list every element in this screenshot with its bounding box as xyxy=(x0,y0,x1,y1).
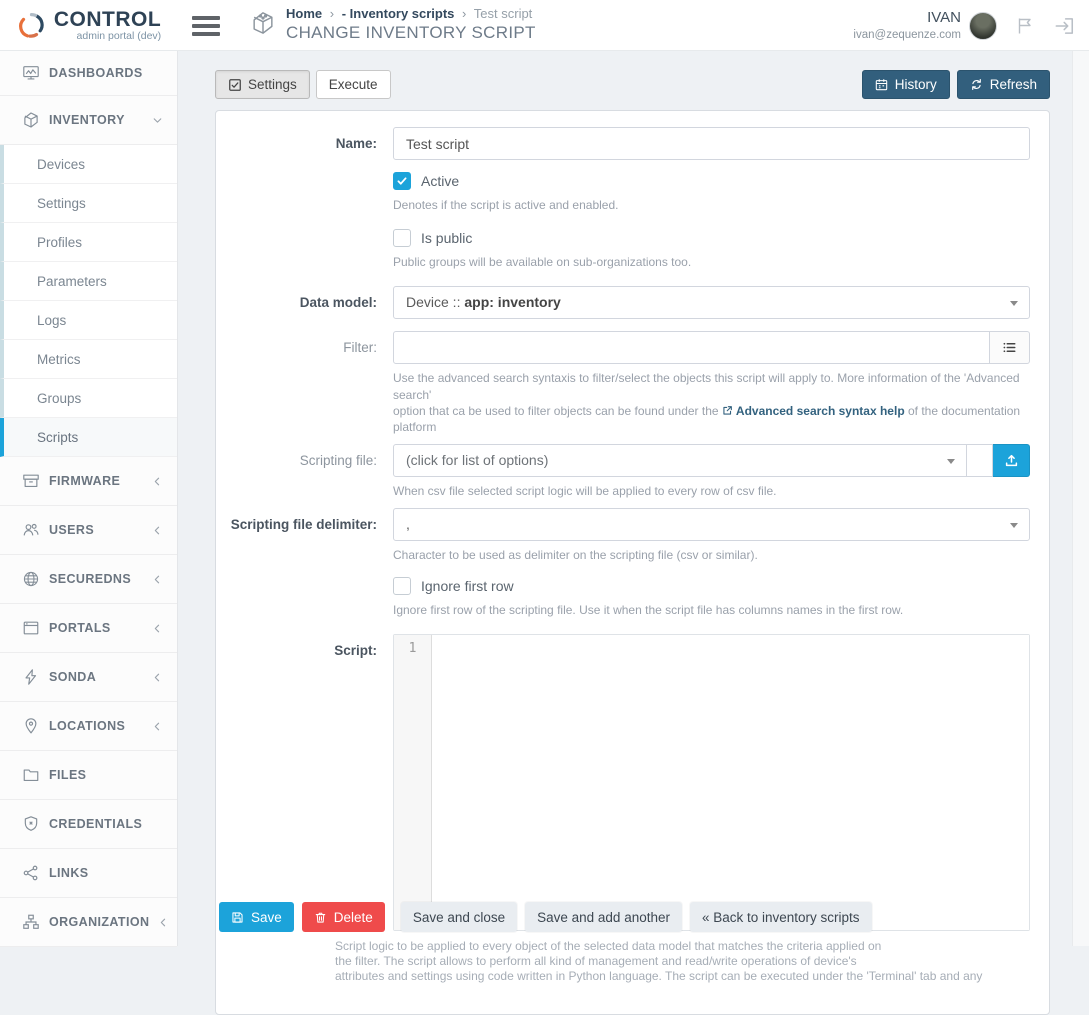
share-nodes-icon xyxy=(22,864,40,882)
back-to-inventory-scripts-label: « Back to inventory scripts xyxy=(701,909,860,925)
sidebar-label: DASHBOARDS xyxy=(49,66,143,80)
sidebar-item-files[interactable] xyxy=(0,751,177,800)
sidebar-item-settings[interactable] xyxy=(0,184,177,223)
sidebar-label: ORGANIZATION xyxy=(49,915,150,929)
save-and-add-another-button[interactable] xyxy=(525,902,682,932)
scripting-file-label: Scripting file: xyxy=(299,453,377,469)
sidebar-item-scripts[interactable] xyxy=(0,418,177,457)
sidebar-label: INVENTORY xyxy=(49,113,125,127)
delimiter-help-text: Character to be used as delimiter on the scripting file (csv or similar). xyxy=(393,548,758,563)
ignore-first-row-label: Ignore first row xyxy=(421,577,514,594)
brand-subtitle: admin portal (dev) xyxy=(76,30,162,43)
sidebar-item-groups[interactable] xyxy=(0,379,177,418)
chevron-left-icon xyxy=(152,623,163,634)
main-content xyxy=(178,51,1072,984)
filter-help-line2-after: of the documentation platform xyxy=(393,403,1021,434)
sidebar-item-securedns[interactable] xyxy=(0,555,177,604)
is-public-checkbox-label: Is public xyxy=(421,230,473,247)
script-label: Script: xyxy=(334,642,377,658)
delimiter-select[interactable] xyxy=(393,508,1030,541)
ignore-first-row-checkbox-row[interactable] xyxy=(393,577,1030,595)
sidebar-sublabel: Settings xyxy=(37,195,86,211)
chevron-left-icon xyxy=(152,574,163,585)
sidebar-item-dashboards[interactable] xyxy=(0,51,177,96)
caret-down-icon xyxy=(1010,523,1018,528)
refresh-icon xyxy=(970,78,983,91)
data-model-label: Data model: xyxy=(299,295,377,311)
sidebar-item-logs[interactable] xyxy=(0,301,177,340)
page-title: CHANGE INVENTORY SCRIPT xyxy=(286,23,536,42)
sidebar-sublabel: Metrics xyxy=(37,351,81,367)
delimiter-label: Scripting file delimiter: xyxy=(230,517,377,533)
editor-code-area[interactable] xyxy=(432,635,1029,930)
ignore-first-row-checkbox[interactable] xyxy=(393,577,411,595)
advanced-search-help-link[interactable] xyxy=(722,404,905,418)
globe-icon xyxy=(22,570,40,588)
save-and-add-another-label: Save and add another xyxy=(537,909,670,925)
users-icon xyxy=(22,521,40,539)
sidebar xyxy=(0,51,178,946)
tab-settings[interactable] xyxy=(215,70,310,99)
folder-icon xyxy=(22,766,40,784)
sidebar-label: SECUREDNS xyxy=(49,572,132,586)
save-and-close-button[interactable] xyxy=(401,902,517,932)
user-email: ivan@zequenze.com xyxy=(853,28,961,41)
tab-execute[interactable] xyxy=(316,70,391,99)
active-help-text: Denotes if the script is active and enabled. xyxy=(393,198,619,212)
firmware-archive-icon xyxy=(22,472,40,490)
refresh-button-label: Refresh xyxy=(989,77,1037,92)
scripting-file-upload-button[interactable] xyxy=(993,444,1030,477)
script-editor[interactable] xyxy=(393,634,1030,931)
sidebar-sublabel: Devices xyxy=(37,156,86,172)
scripting-file-clear-button[interactable] xyxy=(967,444,993,477)
sidebar-item-organization[interactable] xyxy=(0,898,177,947)
sidebar-label: FILES xyxy=(49,768,87,782)
filter-help-text xyxy=(393,370,1030,435)
sidebar-item-portals[interactable] xyxy=(0,604,177,653)
is-public-checkbox-row[interactable] xyxy=(393,229,1030,247)
brand-swirl-icon xyxy=(17,11,47,41)
back-to-inventory-scripts-button[interactable] xyxy=(690,902,872,932)
lightning-bolt-icon xyxy=(22,668,40,686)
upload-icon xyxy=(1004,453,1019,468)
sitemap-icon xyxy=(22,913,40,931)
sidebar-item-firmware[interactable] xyxy=(0,457,177,506)
avatar[interactable] xyxy=(969,12,997,40)
save-and-close-label: Save and close xyxy=(412,909,506,925)
brand-logo[interactable] xyxy=(0,0,178,51)
active-checkbox-row[interactable] xyxy=(393,172,1030,190)
check-square-icon xyxy=(228,78,242,92)
breadcrumb-separator: › xyxy=(329,6,335,21)
sidebar-item-metrics[interactable] xyxy=(0,340,177,379)
shield-x-icon xyxy=(22,815,40,833)
sidebar-item-parameters[interactable] xyxy=(0,262,177,301)
map-pin-icon xyxy=(22,717,40,735)
active-checkbox[interactable] xyxy=(393,172,411,190)
flag-icon[interactable] xyxy=(1015,16,1035,36)
sidebar-label: FIRMWARE xyxy=(49,474,121,488)
sidebar-sublabel: Logs xyxy=(37,312,67,328)
chevron-left-icon xyxy=(158,917,169,928)
filter-help-line2: option that ca be used to filter objects can be found under the xyxy=(393,403,719,418)
filter-list-button[interactable] xyxy=(990,331,1030,364)
breadcrumb-parent-link[interactable]: - Inventory scripts xyxy=(341,6,455,21)
delimiter-value: , xyxy=(406,516,410,533)
filter-input[interactable] xyxy=(393,331,990,364)
inventory-box-icon xyxy=(22,111,40,129)
toolbar xyxy=(215,70,1050,99)
external-link-icon xyxy=(722,405,733,416)
refresh-button[interactable] xyxy=(957,70,1050,99)
is-public-checkbox[interactable] xyxy=(393,229,411,247)
sidebar-toggle-button[interactable] xyxy=(192,15,220,37)
breadcrumb-separator: › xyxy=(462,6,467,21)
sidebar-label: CREDENTIALS xyxy=(49,817,143,831)
data-model-select[interactable] xyxy=(393,286,1030,319)
sidebar-item-inventory[interactable] xyxy=(0,96,177,145)
save-button-label: Save xyxy=(251,909,282,925)
sidebar-item-locations[interactable] xyxy=(0,702,177,751)
breadcrumb xyxy=(286,6,536,21)
caret-down-icon xyxy=(1010,301,1018,306)
history-button-label: History xyxy=(894,77,937,92)
dashboard-icon xyxy=(22,64,40,82)
sidebar-label: LINKS xyxy=(49,866,89,880)
sidebar-item-profiles[interactable] xyxy=(0,223,177,262)
scripting-file-placeholder: (click for list of options) xyxy=(406,452,549,469)
chevron-left-icon xyxy=(152,476,163,487)
name-input[interactable] xyxy=(393,127,1030,160)
ignore-first-row-help-text: Ignore first row of the scripting file. Use it when the script file has columns names in the first row. xyxy=(393,602,904,617)
advanced-search-help-link-label: Advanced search syntax help xyxy=(735,403,905,418)
script-help-text: Script logic to be applied to every object of the selected data model that matches the criteria applied on the filter. The script allows to perform all kind of management and read/write operations of device's attributes and settings using code written in Python language. The script can be executed under the 'Terminal' tab and any xyxy=(335,938,983,984)
chevron-left-icon xyxy=(152,525,163,536)
sidebar-label: USERS xyxy=(49,523,95,537)
editor-line-numbers: 1 xyxy=(394,635,432,930)
scrollbar-track[interactable] xyxy=(1072,51,1089,946)
filter-label: Filter: xyxy=(343,340,377,356)
caret-down-icon xyxy=(947,459,955,464)
sidebar-sublabel: Scripts xyxy=(37,429,79,445)
active-checkbox-label: Active xyxy=(421,173,460,189)
sidebar-sublabel: Profiles xyxy=(37,234,83,250)
breadcrumb-home-link[interactable]: Home xyxy=(286,6,323,21)
inventory-box-icon xyxy=(250,10,276,36)
breadcrumb-current: Test script xyxy=(473,6,533,21)
footer-actions xyxy=(219,902,872,932)
delete-button[interactable] xyxy=(302,902,385,932)
chevron-left-icon xyxy=(152,721,163,732)
tab-settings-label: Settings xyxy=(248,77,297,92)
list-ul-icon xyxy=(1002,340,1017,355)
history-button[interactable] xyxy=(862,70,950,99)
calendar-icon xyxy=(875,78,888,91)
settings-panel xyxy=(215,110,1050,1015)
trash-icon xyxy=(314,911,327,924)
sidebar-item-users[interactable] xyxy=(0,506,177,555)
scripting-file-help-text: When csv file selected script logic will be applied to every row of csv file. xyxy=(393,484,777,499)
chevron-left-icon xyxy=(152,672,163,683)
sign-in-icon[interactable] xyxy=(1053,15,1075,37)
sidebar-item-credentials[interactable] xyxy=(0,800,177,849)
user-info[interactable] xyxy=(853,9,961,42)
save-floppy-icon xyxy=(231,911,244,924)
user-name: IVAN xyxy=(927,8,961,26)
save-button[interactable] xyxy=(219,902,294,932)
name-label: Name: xyxy=(335,136,377,151)
scripting-file-select[interactable] xyxy=(393,444,967,477)
tab-execute-label: Execute xyxy=(328,77,378,92)
sidebar-sublabel: Groups xyxy=(37,390,82,406)
window-icon xyxy=(22,619,40,637)
chevron-down-icon xyxy=(152,115,163,126)
sidebar-sublabel: Parameters xyxy=(37,273,107,289)
sidebar-label: PORTALS xyxy=(49,621,111,635)
filter-help-line1: Use the advanced search syntaxis to filter/select the objects this script will apply to. More information of the 'Advanced search' xyxy=(393,371,1020,402)
sidebar-label: LOCATIONS xyxy=(49,719,126,733)
sidebar-item-sonda[interactable] xyxy=(0,653,177,702)
brand-name: CONTROL xyxy=(53,8,162,32)
delete-button-label: Delete xyxy=(333,909,373,925)
sidebar-label: SONDA xyxy=(49,670,97,684)
sidebar-item-links[interactable] xyxy=(0,849,177,898)
is-public-help-text: Public groups will be available on sub-organizations too. xyxy=(393,255,692,270)
data-model-value: Device :: xyxy=(406,294,465,311)
sidebar-item-devices[interactable] xyxy=(0,145,177,184)
data-model-value-bold: app: inventory xyxy=(464,294,561,311)
top-header xyxy=(0,0,1089,51)
